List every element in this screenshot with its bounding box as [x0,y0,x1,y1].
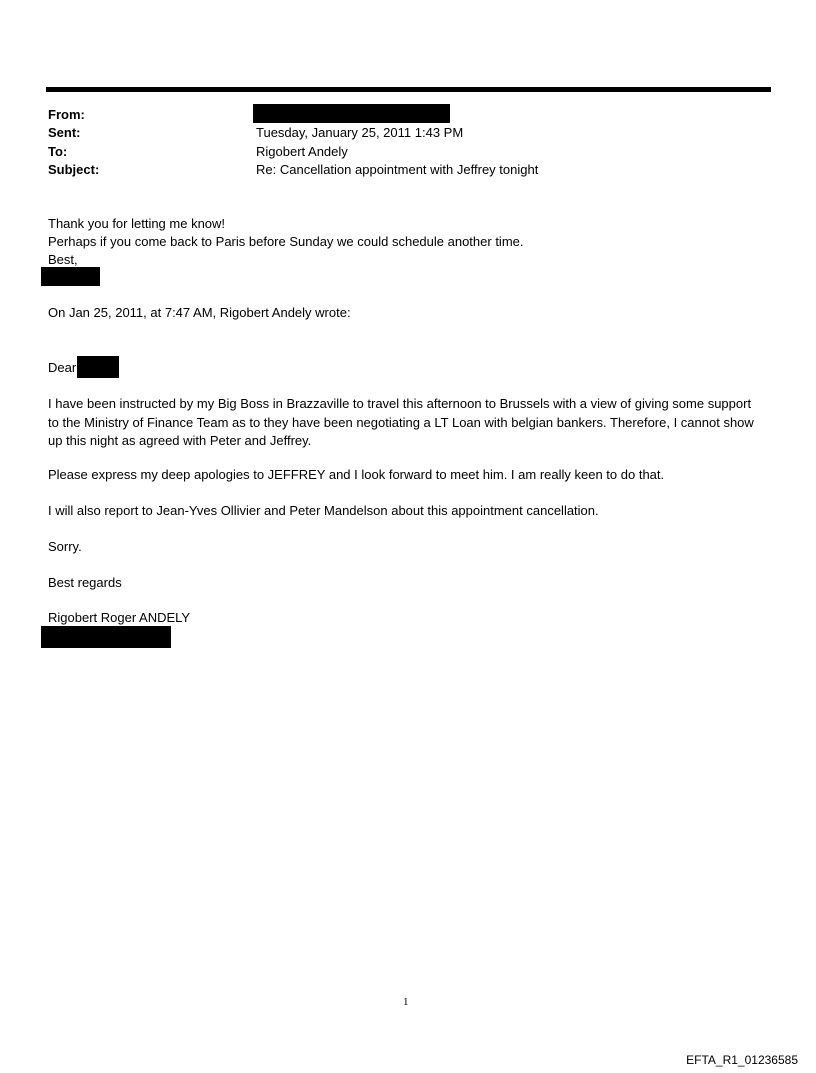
header-rule [46,87,771,92]
document-id: EFTA_R1_01236585 [686,1053,798,1067]
from-label: From: [48,107,85,122]
quoted-paragraph-3: I will also report to Jean-Yves Ollivier and Peter Mandelson about this appointment cancellation. [48,503,599,518]
reply-sign-off: Best, [48,252,78,267]
quoted-paragraph-2: Please express my deep apologies to JEFFREY and I look forward to meet him. I am really keen to do that. [48,467,665,482]
to-value: Rigobert Andely [256,144,348,159]
sent-value: Tuesday, January 25, 2011 1:43 PM [256,125,464,140]
quoted-signature: Rigobert Roger ANDELY [48,610,191,625]
to-label: To: [48,144,68,159]
to-row [48,143,748,161]
signature-details-redaction [41,626,171,648]
quoted-paragraph-1: I have been instructed by my Big Boss in Brazzaville to travel this afternoon to Brussels with a view of giving some support to the Ministry of Finance Team as to they have been negotiating a LT Loan with belgian bankers. Therefore, I cannot show up this night as agreed with Peter and Jeffrey. [48,396,754,448]
subject-value: Re: Cancellation appointment with Jeffrey tonight [256,162,539,177]
reply-line-2: Perhaps if you come back to Paris before Sunday we could schedule another time. [48,234,524,249]
quoted-attribution: On Jan 25, 2011, at 7:47 AM, Rigobert Andely wrote: [48,305,351,320]
from-redaction [253,104,450,123]
quoted-greeting: Dear [48,360,77,375]
reply-signature-redaction [41,267,100,286]
sent-label: Sent: [48,125,81,140]
reply-line-1: Thank you for letting me know! [48,216,226,231]
subject-label: Subject: [48,162,100,177]
quoted-closing: Best regards [48,575,122,590]
greeting-name-redaction [77,356,119,378]
sent-row [48,124,748,142]
quoted-paragraph-4: Sorry. [48,539,82,554]
subject-row [48,161,748,179]
page-number: 1 [403,996,409,1008]
